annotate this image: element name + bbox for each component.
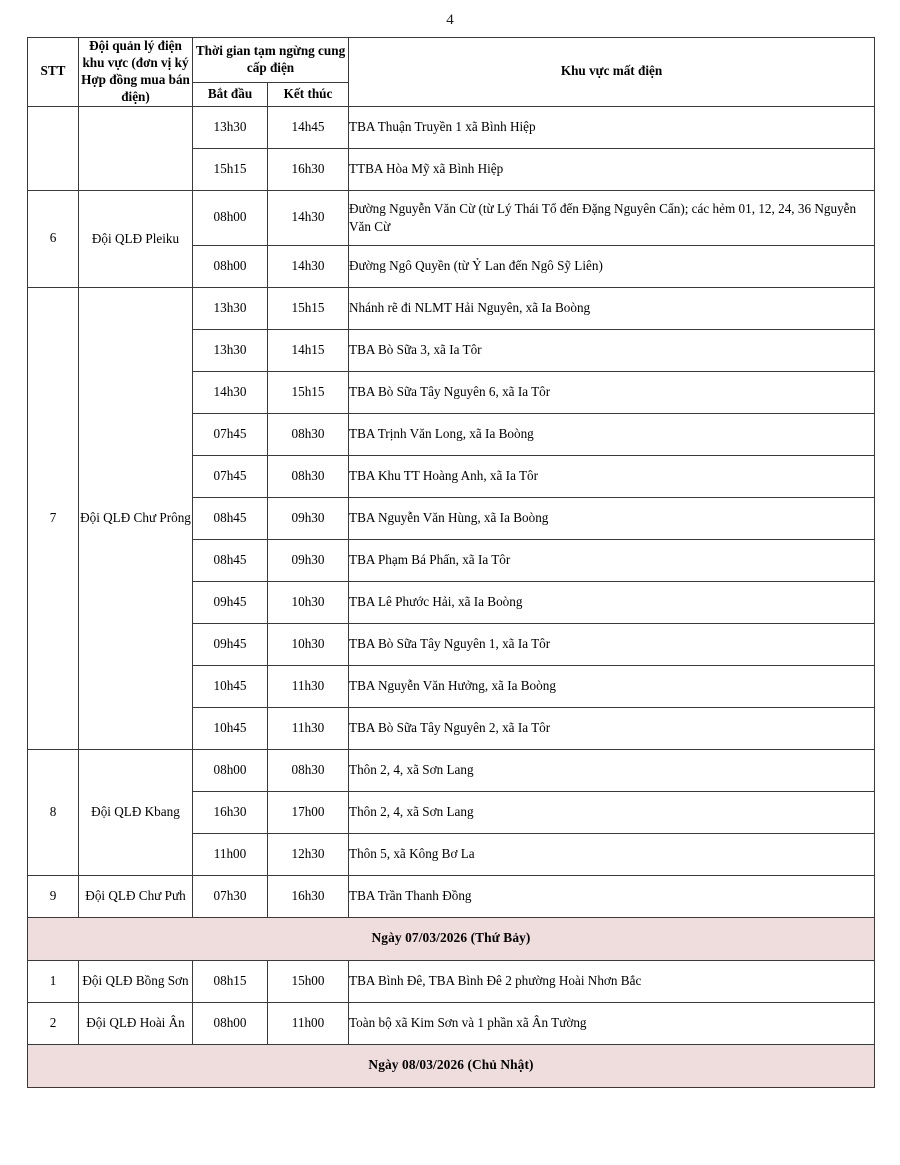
day-banner-label: Ngày 08/03/2026 (Chủ Nhật) xyxy=(28,1044,875,1087)
cell-end-time: 14h30 xyxy=(268,245,349,287)
cell-end-time: 11h30 xyxy=(268,707,349,749)
column-header-team: Đội quản lý điện khu vực (đơn vị ký Hợp đồng mua bán điện) xyxy=(79,38,193,107)
cell-team xyxy=(79,106,193,190)
cell-area: TBA Nguyễn Văn Hùng, xã Ia Boòng xyxy=(349,497,875,539)
cell-start-time: 11h00 xyxy=(193,833,268,875)
table-row xyxy=(28,749,875,791)
cell-stt xyxy=(28,106,79,190)
table-row xyxy=(28,875,875,917)
cell-area: TBA Phạm Bá Phấn, xã Ia Tôr xyxy=(349,539,875,581)
cell-area: TBA Bò Sữa Tây Nguyên 6, xã Ia Tôr xyxy=(349,371,875,413)
cell-area: TBA Trịnh Văn Long, xã Ia Boòng xyxy=(349,413,875,455)
cell-end-time: 10h30 xyxy=(268,623,349,665)
cell-end-time: 16h30 xyxy=(268,875,349,917)
cell-start-time: 07h30 xyxy=(193,875,268,917)
power-outage-schedule-table xyxy=(27,37,875,1088)
cell-area: TBA Thuận Truyền 1 xã Bình Hiệp xyxy=(349,106,875,148)
cell-end-time: 14h45 xyxy=(268,106,349,148)
table-row xyxy=(28,960,875,1002)
cell-area: Toàn bộ xã Kim Sơn và 1 phần xã Ân Tường xyxy=(349,1002,875,1044)
cell-start-time: 08h15 xyxy=(193,960,268,1002)
cell-end-time: 11h30 xyxy=(268,665,349,707)
table-body xyxy=(28,106,875,1087)
cell-area: TBA Trần Thanh Đồng xyxy=(349,875,875,917)
cell-start-time: 09h45 xyxy=(193,581,268,623)
cell-team: Đội QLĐ Pleiku xyxy=(79,190,193,287)
cell-end-time: 08h30 xyxy=(268,413,349,455)
cell-stt: 2 xyxy=(28,1002,79,1044)
cell-start-time: 14h30 xyxy=(193,371,268,413)
cell-start-time: 08h00 xyxy=(193,190,268,245)
cell-end-time: 10h30 xyxy=(268,581,349,623)
cell-start-time: 09h45 xyxy=(193,623,268,665)
cell-start-time: 08h00 xyxy=(193,1002,268,1044)
cell-end-time: 09h30 xyxy=(268,497,349,539)
column-header-time-group: Thời gian tạm ngừng cung cấp điện xyxy=(193,38,349,83)
cell-stt: 7 xyxy=(28,287,79,749)
header-row-1 xyxy=(28,38,875,83)
cell-start-time: 08h00 xyxy=(193,245,268,287)
table-row xyxy=(28,106,875,148)
cell-area: TBA Bò Sữa Tây Nguyên 2, xã Ia Tôr xyxy=(349,707,875,749)
cell-team: Đội QLĐ Hoài Ân xyxy=(79,1002,193,1044)
table-header xyxy=(28,38,875,107)
cell-start-time: 07h45 xyxy=(193,413,268,455)
cell-start-time: 10h45 xyxy=(193,707,268,749)
cell-area: TBA Lê Phước Hải, xã Ia Boòng xyxy=(349,581,875,623)
cell-start-time: 08h45 xyxy=(193,497,268,539)
cell-start-time: 13h30 xyxy=(193,329,268,371)
cell-end-time: 16h30 xyxy=(268,148,349,190)
column-header-end-time: Kết thúc xyxy=(268,83,349,106)
cell-team: Đội QLĐ Chư Pưh xyxy=(79,875,193,917)
cell-start-time: 08h00 xyxy=(193,749,268,791)
cell-stt: 9 xyxy=(28,875,79,917)
cell-end-time: 11h00 xyxy=(268,1002,349,1044)
cell-area: TBA Bò Sữa Tây Nguyên 1, xã Ia Tôr xyxy=(349,623,875,665)
column-header-stt: STT xyxy=(28,38,79,107)
cell-stt: 8 xyxy=(28,749,79,875)
cell-end-time: 14h15 xyxy=(268,329,349,371)
cell-start-time: 15h15 xyxy=(193,148,268,190)
cell-end-time: 15h15 xyxy=(268,287,349,329)
cell-area: Nhánh rẽ đi NLMT Hải Nguyên, xã Ia Boòng xyxy=(349,287,875,329)
cell-area: TBA Khu TT Hoàng Anh, xã Ia Tôr xyxy=(349,455,875,497)
day-banner-row xyxy=(28,917,875,960)
cell-end-time: 14h30 xyxy=(268,190,349,245)
cell-area: Thôn 5, xã Kông Bơ La xyxy=(349,833,875,875)
cell-team: Đội QLĐ Chư Prông xyxy=(79,287,193,749)
cell-team: Đội QLĐ Kbang xyxy=(79,749,193,875)
cell-area: TBA Nguyễn Văn Hưởng, xã Ia Boòng xyxy=(349,665,875,707)
table-row xyxy=(28,287,875,329)
cell-area: Đường Nguyễn Văn Cừ (từ Lý Thái Tổ đến Đặng Nguyên Cẩn); các hẻm 01, 12, 24, 36 Nguyễn Văn Cừ xyxy=(349,190,875,245)
cell-start-time: 08h45 xyxy=(193,539,268,581)
cell-end-time: 08h30 xyxy=(268,749,349,791)
cell-stt: 1 xyxy=(28,960,79,1002)
cell-end-time: 08h30 xyxy=(268,455,349,497)
cell-start-time: 07h45 xyxy=(193,455,268,497)
cell-end-time: 09h30 xyxy=(268,539,349,581)
cell-start-time: 13h30 xyxy=(193,106,268,148)
cell-end-time: 17h00 xyxy=(268,791,349,833)
cell-area: Đường Ngô Quyền (từ Ỷ Lan đến Ngô Sỹ Liên) xyxy=(349,245,875,287)
cell-start-time: 16h30 xyxy=(193,791,268,833)
cell-area: TTBA Hòa Mỹ xã Bình Hiệp xyxy=(349,148,875,190)
cell-area: Thôn 2, 4, xã Sơn Lang xyxy=(349,749,875,791)
table-row xyxy=(28,190,875,245)
cell-area: TBA Bình Đê, TBA Bình Đê 2 phường Hoài Nhơn Bắc xyxy=(349,960,875,1002)
column-header-area: Khu vực mất điện xyxy=(349,38,875,107)
page-number: 4 xyxy=(446,12,454,28)
cell-area: TBA Bò Sữa 3, xã Ia Tôr xyxy=(349,329,875,371)
column-header-start-time: Bắt đầu xyxy=(193,83,268,106)
cell-start-time: 13h30 xyxy=(193,287,268,329)
table-row xyxy=(28,1002,875,1044)
cell-end-time: 12h30 xyxy=(268,833,349,875)
cell-start-time: 10h45 xyxy=(193,665,268,707)
cell-end-time: 15h15 xyxy=(268,371,349,413)
cell-stt: 6 xyxy=(28,190,79,287)
day-banner-label: Ngày 07/03/2026 (Thứ Bảy) xyxy=(28,917,875,960)
cell-end-time: 15h00 xyxy=(268,960,349,1002)
table-container xyxy=(0,37,900,1088)
day-banner-row xyxy=(28,1044,875,1087)
cell-area: Thôn 2, 4, xã Sơn Lang xyxy=(349,791,875,833)
cell-team: Đội QLĐ Bồng Sơn xyxy=(79,960,193,1002)
